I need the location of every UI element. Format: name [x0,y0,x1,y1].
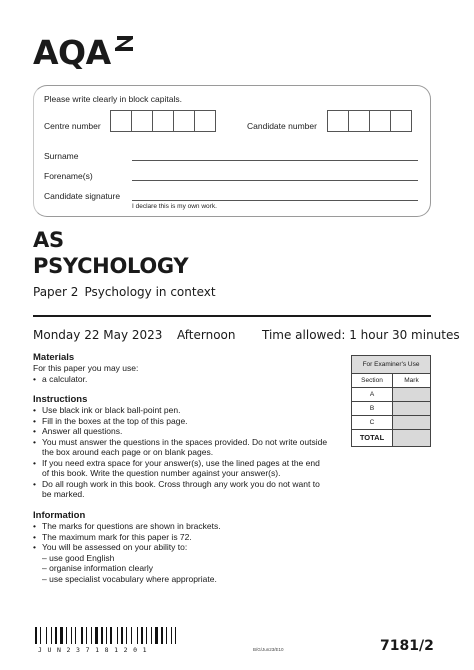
signature-line[interactable] [132,200,418,201]
barcode-bar [124,627,125,644]
barcode-bar [137,627,138,644]
mark-column-header: Mark [393,374,430,387]
materials-heading: Materials [33,352,75,363]
centre-number-digit[interactable] [152,110,174,132]
centre-number-digit[interactable] [131,110,153,132]
barcode-bar [113,627,116,644]
instruction-item: • Fill in the boxes at the top of this page. [33,416,329,427]
barcode-bar [86,627,87,644]
candidate-number-digit[interactable] [348,110,370,132]
instructions-section [33,394,329,500]
barcode [35,627,200,644]
mark-cell[interactable] [393,402,430,415]
subject-title: PSYCHOLOGY [33,254,189,278]
barcode-bar [93,627,94,644]
centre-number-digit[interactable] [110,110,132,132]
information-item: • The marks for questions are shown in brackets. [33,521,329,532]
surname-line[interactable] [132,160,418,161]
paper-number: Paper 2 [33,285,79,299]
barcode-bar [155,627,158,644]
barcode-bar [106,627,107,644]
forenames-line[interactable] [132,180,418,181]
signature-label: Candidate signature [44,191,121,201]
qualification-level: AS [33,228,64,252]
section-cell: B [352,402,393,415]
barcode-bar [81,627,83,644]
barcode-bar [38,627,39,644]
information-subitem: – use specialist vocabulary where appropriate. [42,573,217,584]
candidate-number-digit[interactable] [327,110,349,132]
barcode-bar [110,627,112,644]
forenames-label: Forename(s) [44,171,93,181]
instruction-item: • If you need extra space for your answer(s), use the lined pages at the end of this book. Write the question number against your answer(s). [33,458,329,479]
barcode-bar [64,627,65,644]
barcode-bar [117,627,118,644]
examiner-table-title: For Examiner's Use [352,356,430,374]
information-section [33,510,329,584]
centre-number-label: Centre number [44,121,101,131]
information-heading: Information [33,510,86,521]
barcode-bar [108,627,109,644]
table-row [352,402,430,416]
logo-text: AQA [33,33,111,72]
barcode-bar [77,627,80,644]
barcode-bar [101,627,103,644]
table-row [352,388,430,402]
barcode-bar [161,627,163,644]
barcode-bar [68,627,70,644]
exam-date: Monday 22 May 2023 [33,328,163,342]
barcode-bar [75,627,76,644]
barcode-bar [95,627,98,644]
barcode-bar [146,627,147,644]
instruction-item: • Use black ink or black ball-point pen. [33,405,329,416]
information-item: • You will be assessed on your ability to: [33,542,329,553]
barcode-bar [141,627,143,644]
exam-session: Afternoon [177,328,236,342]
barcode-bar [73,627,74,644]
barcode-bar [119,627,120,644]
job-code: B/G/Jun23/E10 [253,647,284,652]
examiner-use-table [351,355,431,447]
table-row [352,416,430,430]
barcode-bar [151,627,152,644]
materials-intro: For this paper you may use: [33,363,139,373]
barcode-bar [42,627,45,644]
barcode-bar [84,627,85,644]
total-mark-cell[interactable] [393,430,430,446]
barcode-bar [99,627,100,644]
section-cell: C [352,416,393,429]
barcode-bar [91,627,92,644]
barcode-bar [133,627,136,644]
barcode-bar [55,627,57,644]
barcode-number: JUN237181201 [38,646,153,654]
mark-cell[interactable] [393,388,430,401]
barcode-bar [164,627,165,644]
paper-heading [33,285,216,299]
barcode-bar [53,627,54,644]
candidate-number-boxes[interactable] [327,110,412,132]
barcode-bar [121,627,123,644]
time-allowed: Time allowed: 1 hour 30 minutes [262,328,460,342]
aqa-logo [33,33,135,72]
section-column-header: Section [352,374,393,387]
barcode-bar [128,627,130,644]
barcode-bar [153,627,154,644]
centre-number-digit[interactable] [173,110,195,132]
paper-code: 7181/2 [380,638,434,654]
materials-item: • a calculator. [33,374,333,385]
mark-cell[interactable] [393,416,430,429]
instruction-item: • Answer all questions. [33,426,329,437]
centre-number-digit[interactable] [194,110,216,132]
barcode-bar [168,627,170,644]
barcode-bar [60,627,63,644]
header-divider [33,315,431,317]
instruction-item: • Do all rough work in this book. Cross through any work you do not want to be marked. [33,479,329,500]
aqa-logo-mark-icon [113,34,135,56]
barcode-bar [104,627,105,644]
barcode-bar [40,627,41,644]
barcode-bar [177,627,179,644]
materials-section [33,352,333,384]
barcode-bar [58,627,59,644]
barcode-bar [66,627,67,644]
barcode-bar [166,627,167,644]
information-subitem: – organise information clearly [42,563,154,573]
paper-title: Psychology in context [84,285,216,299]
barcode-bar [48,627,50,644]
barcode-bar [175,627,176,644]
barcode-bar [35,627,37,644]
candidate-number-label: Candidate number [247,121,317,131]
candidate-number-digit[interactable] [390,110,412,132]
total-label: TOTAL [352,430,393,446]
barcode-bar [126,627,127,644]
instructions-heading: Instructions [33,394,88,405]
information-item: • The maximum mark for this paper is 72. [33,532,329,543]
section-cell: A [352,388,393,401]
instruction-item: • You must answer the questions in the spaces provided. Do not write outside the box around each page or on blank pages. [33,437,329,458]
barcode-bar [171,627,172,644]
barcode-bar [144,627,145,644]
surname-label: Surname [44,151,79,161]
barcode-bar [51,627,52,644]
block-capitals-instruction: Please write clearly in block capitals. [44,94,182,104]
examiner-table-header-row [352,374,430,388]
barcode-bar [139,627,140,644]
barcode-bar [173,627,174,644]
total-row [352,430,430,446]
barcode-bar [71,627,72,644]
candidate-number-digit[interactable] [369,110,391,132]
declaration-text: I declare this is my own work. [132,203,217,210]
centre-number-boxes[interactable] [110,110,216,132]
information-subitem: – use good English [42,552,115,563]
barcode-bar [88,627,90,644]
barcode-bar [131,627,132,644]
barcode-bar [46,627,47,644]
barcode-bar [159,627,160,644]
barcode-bar [148,627,150,644]
